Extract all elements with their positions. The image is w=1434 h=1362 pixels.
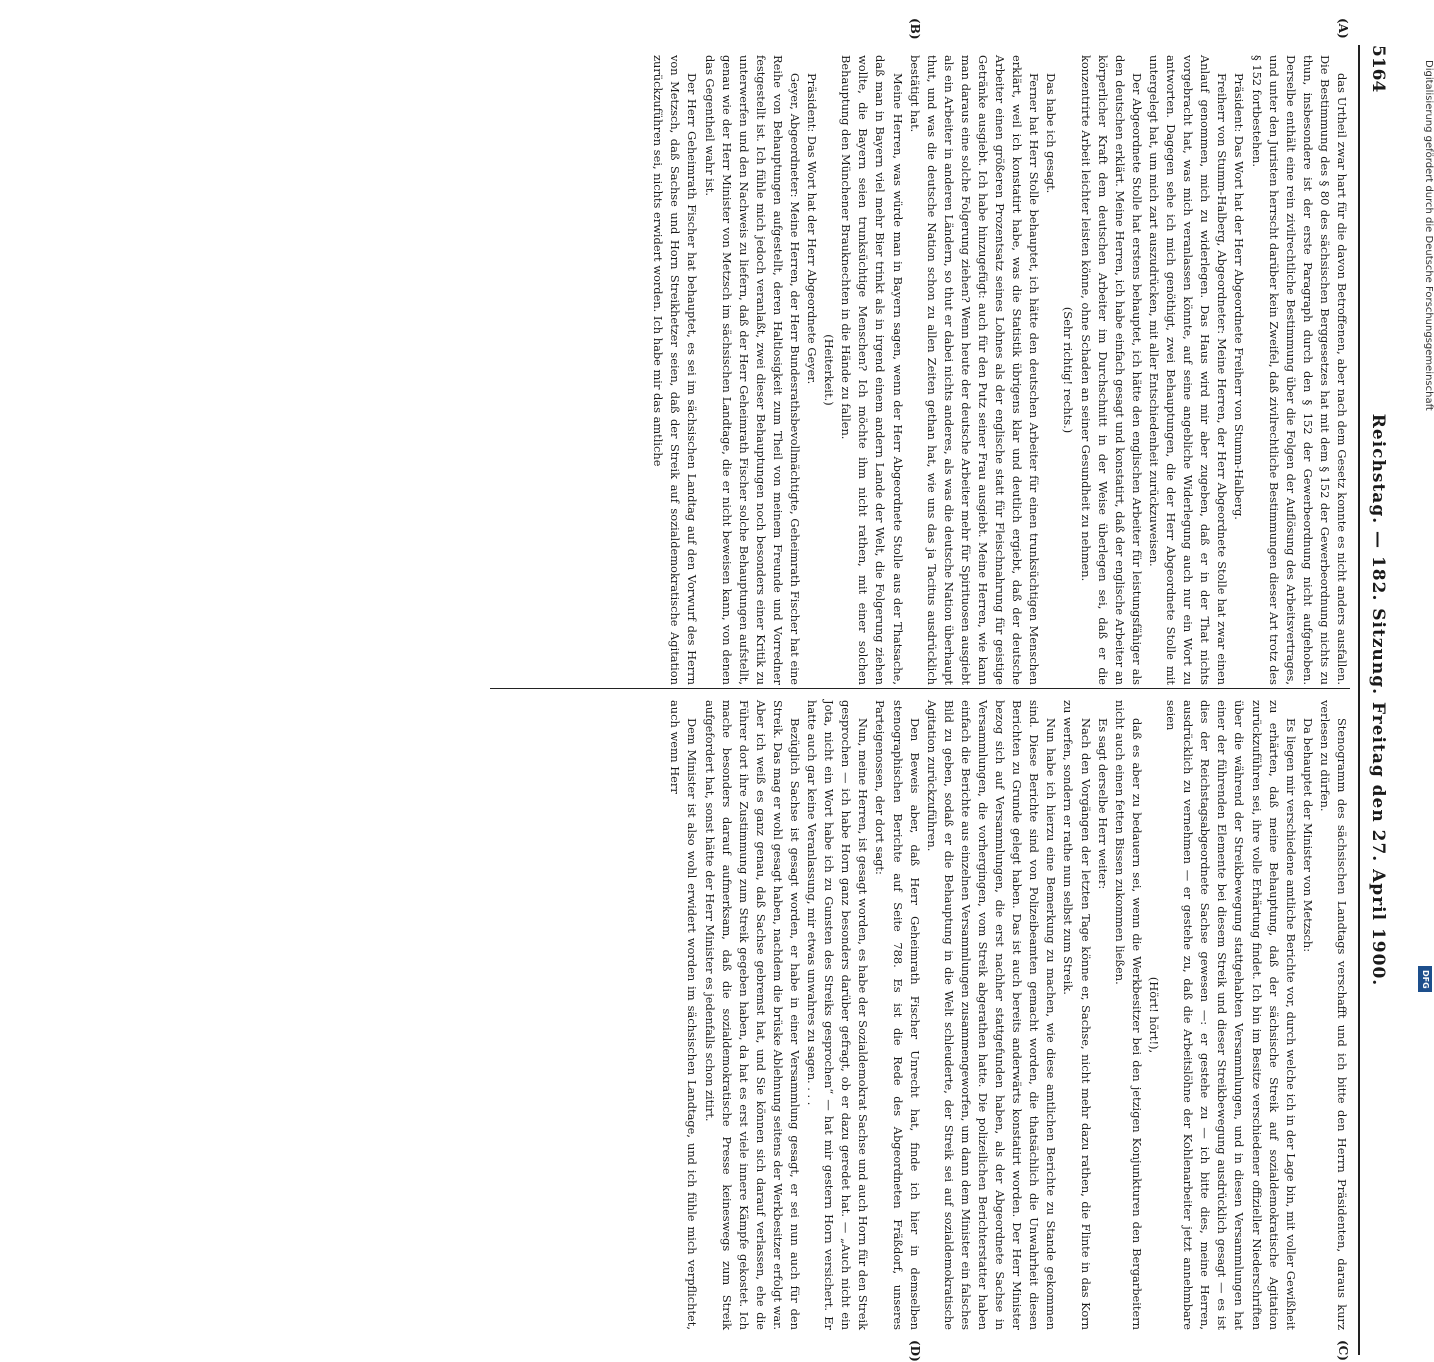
interjection: (Heiterkeit.): [822, 334, 837, 406]
interjection: (Hört! hört!),: [1146, 976, 1161, 1054]
quoted-paragraph: Es liegen mir verschiedene amtliche Berichte vor, durch welche ich in der Lage bin, mit voller Gewißheit zu erhärten, daß meine Behauptung, daß der sächsische Streik auf sozialdemokratische Agitation zurückzuführen sei, ihre volle Erhärtung findet. Ich bin im Besitze verschiedener offizieller Niederschriften über die während der Streikbewegung stattgehabten Versammlungen, und in diesen Versammlungen hat einer der führenden Elemente bei diesem Streik und dieser Streikbewegung ausdrücklich gesagt — es ist dies der Reichstagsabgeordnete Sachse gewesen —: er gestehe zu — ich bitte dies, meine Herren, ausdrücklich zu vernehmen — er gestehe zu, daß die Arbeitslöhne der Kohlenarbeiter jetzt annehmbare seien: [1164, 700, 1298, 1330]
digitization-credit: [1416, 0, 1434, 1000]
right-column: [490, 700, 1350, 1330]
quoted-paragraph: daß es aber zu bedauern sei, wenn die Werkbesitzer bei den jetzigen Konjunkturen den Bergarbeitern nicht auch einen fetten Bissen zukommen ließen.: [1112, 700, 1144, 1330]
page-number: 5164: [1368, 45, 1388, 93]
credit-text: Digitalisierung gefördert durch die Deutsche Forschungsgemeinschaft: [1423, 60, 1434, 411]
page-header: [1358, 45, 1394, 1355]
paragraph: Da behauptet der Minister von Metzsch:: [1300, 718, 1315, 953]
paragraph: Geyer, Abgeordneter: Meine Herren, der Herr Bundesrathsbevollmächtigte, Geheimrath Fischer hat eine Reihe von Behauptungen aufgestellt, deren Haltlosigkeit zum Theil von meinem Freunde und Vorredner festgestellt ist. Ich fühle mich jedoch veranlaßt, zwei dieser Behauptungen noch besonders einer Kritik zu unterwerfen und den Nachweis zu liefern, daß der Herr Geheimrath Fischer solche Behauptungen aufstellt, genau wie der Herr Minister von Metzsch im sächsischen Landtage, die er nicht beweisen kann, von denen das Gegentheil wahr ist.: [702, 55, 802, 685]
margin-mark-d: (D): [908, 1340, 922, 1362]
dfg-logo: DFG: [1418, 966, 1432, 992]
paragraph: Der Abgeordnete Stolle hat erstens behauptet, ich hätte den englischen Arbeiter für leistungsfähiger als den deutschen erklärt. Meine Herren, ich habe einfach gesagt und konstatirt, daß der englische Arbeiter an körperlicher Kraft dem deutschen Arbeiter im Durchschnitt in der Weise überlegen sei, daß er die konzentrirte Arbeit leichter leisten könne, ohne Schaden an seiner Gesundheit zu nehmen.: [1078, 55, 1144, 685]
paragraph: das Urtheil zwar hart für die davon Betroffenen, aber nach dem Gesetz konnte es nicht anders ausfallen. Die Bestimmung des § 80 des sächsischen Berggesetzes hat mit dem § 152 der Gewerbeordnung nichts zu thun, insbesondere ist der erste Paragraph durch den § 152 der Gewerbeordnung nicht aufgehoben. Derselbe enthält eine rein zivilrechtliche Bestimmung über die Folgen der Auflösung des Arbeitsvertrages, und unter den Juristen herrscht darüber kein Zweifel, daß zivilrechtliche Bestimmungen dieser Art trotz des § 152 fortbestehen.: [1249, 55, 1349, 685]
paragraph: Es sagt derselbe Herr weiter:: [1095, 718, 1110, 890]
paragraph: Freiherr von Stumm-Halberg, Abgeordneter: Meine Herren, der Herr Abgeordnete Stolle hat zwar einen Anlauf genommen, mich zu widerlegen. Das Haus wird mir aber zugeben, daß er in der That nichts vorgebracht hat, was mich veranlassen könnte, auf seine angebliche Widerlegung auch nur ein Wort zu antworten. Dagegen sehe ich mich genöthigt, zwei Behauptungen, die der Herr Abgeordnete Stolle mit untergelegt hat, um mich zart auszudrücken, mit aller Entschiedenheit zurückzuweisen.: [1146, 55, 1230, 685]
paragraph: Dem Minister ist also wohl erwidert worden im sächsischen Landtage, und ich fühle mich verpflichtet, auch wenn Herr: [668, 700, 700, 1330]
paragraph: Präsident: Das Wort hat der Herr Abgeordnete Geyer.: [805, 73, 820, 385]
paragraph: Meine Herren, was würde man in Bayern sagen, wenn der Herr Abgeordnete Stolle aus der Thatsache, daß man in Bayern viel mehr Bier trinkt als in irgend einem andern Lande der Welt, die Folgerung ziehen wollte, die Bayern seien trunksüchtige Menschen? Ich möchte ihm nicht rathen, mit einer solchen Behauptung den Münchener Brauknechten in die Hände zu fallen.: [839, 55, 905, 685]
paragraph: Den Beweis aber, daß Herr Geheimrath Fischer Unrecht hat, finde ich hier in demselben stenographischen Berichte auf Seite 788. Es ist die Rede des Abgeordneten Fräßdorf, unseres Parteigenossen, der dort sagt:: [873, 700, 922, 1330]
margin-mark-c: (C): [1336, 1340, 1350, 1361]
paragraph: Der Herr Geheimrath Fischer hat behauptet, es sei im sächsischen Landtag auf den Vorwurf des Herrn von Metzsch, daß Sachse und Horn Streikhetzer seien, daß der Streik auf sozialdemokratische Agitation zurückzuführen sei, nichts erwidert worden. Ich habe mir das amtliche: [651, 55, 700, 685]
column-divider: [490, 688, 1350, 689]
quoted-paragraph: Nach den Vorgängen der letzten Tage könne er, Sachse, nicht mehr dazu rathen, die Flinte in das Korn zu werfen, sondern er rathe nun selbst zum Streik.: [1061, 700, 1093, 1330]
paragraph: Das habe ich gesagt.: [1044, 73, 1059, 194]
paragraph: Ferner hat Herr Stolle behauptet, ich hätte den deutschen Arbeiter für einen trunksüchtigen Menschen erklärt, weil ich konstatirt habe, was die Statistik übrigens klar und deutlich ergiebt, daß der deutsche Arbeiter einen größeren Prozentsatz seines Lohnes als der englische statt für Fleischnahrung für geistige Getränke ausgiebt. Ich habe hinzugefügt: auch für den Putz seiner Frau ausgiebt. Meine Herren, wie kann man daraus eine solche Folgerung ziehen? Wenn heute der deutsche Arbeiter mehr für Spirituosen ausgiebt als ein Arbeiter in anderen Ländern, so thut er dabei nichts anderes, als was die deutsche Nation überhaupt thut, und was die deutsche Nation schon zu allen Zeiten gethan hat, wie uns das ja Tacitus ausdrücklich bestätigt hat.: [907, 55, 1042, 685]
interjection: (Sehr richtig! rechts.): [1061, 306, 1076, 434]
running-title: Reichstag. — 182. Sitzung. Freitag den 27. April 1900.: [1368, 413, 1388, 987]
paragraph: Nun habe ich hierzu eine Bemerkung zu machen, wie diese amtlichen Berichte zu Stande gekommen sind. Diese Berichte sind von Polizeibeamten gemacht worden, die thatsächlich die Unwahrheit diesen Berichten zu Grunde gelegt haben. Das ist auch bereits anderwärts konstatirt worden. Der Herr Minister bezog sich auf Versammlungen, die erst nachher stattgefunden haben, als der Abgeordnete Sachse in Versammlungen, die vorhergingen, vom Streik abgerathen hatte. Die polizeilichen Berichterstatter haben einfach die Berichte aus einzelnen Versammlungen zusammengeworfen, um dann dem Minister ein falsches Bild zu geben, sodaß er die Behauptung in die Welt schleuderte, der Streik sei auf sozialdemokratische Agitation zurückzuführen.: [924, 700, 1059, 1330]
quoted-paragraph: Nun, meine Herren, ist gesagt worden, es habe der Sozialdemokrat Sachse und auch Horn für den Streik gesprochen — ich habe Horn ganz besonders darüber gefragt, ob er dazu geredet hat. — „Auch nicht ein Jota, nicht ein Wort habe ich zu Gunsten des Streiks gesprochen“ — hat mir gestern Horn versichert. Er hatte auch gar keine Veranlassung, mir etwas unwahres zu sagen. . . .: [805, 700, 871, 1330]
margin-mark-b: (B): [908, 18, 922, 40]
paragraph: Stenogramm des sächsischen Landtags verschafft und ich bitte den Herrn Präsidenten, daraus kurz verlesen zu dürfen.: [1317, 700, 1349, 1330]
paragraph: Präsident: Das Wort hat der Herr Abgeordnete Freiherr von Stumm-Halberg.: [1232, 73, 1247, 520]
left-column: [490, 55, 1350, 685]
margin-mark-a: (A): [1336, 18, 1350, 39]
quoted-paragraph: Bezüglich Sachse ist gesagt worden, er habe in einer Versammlung gesagt, er sei nun auch für den Streik. Das mag er wohl gesagt haben, nachdem die brüske Ablehnung seitens der Werkbesitzer erfolgt war. Aber ich weiß es ganz genau, daß Sachse gebremst hat, und Sie können sich darauf verlassen, ehe die Führer dort ihre Zustimmung zum Streik gegeben haben, da hat es erst viele innere Kämpfe gekostet. Ich mache besonders darauf aufmerksam, daß die sozialdemokratische Presse keineswegs zum Streik aufgefordert hat, sonst hätte der Herr Minister es jedenfalls schon zitirt.: [702, 700, 802, 1330]
